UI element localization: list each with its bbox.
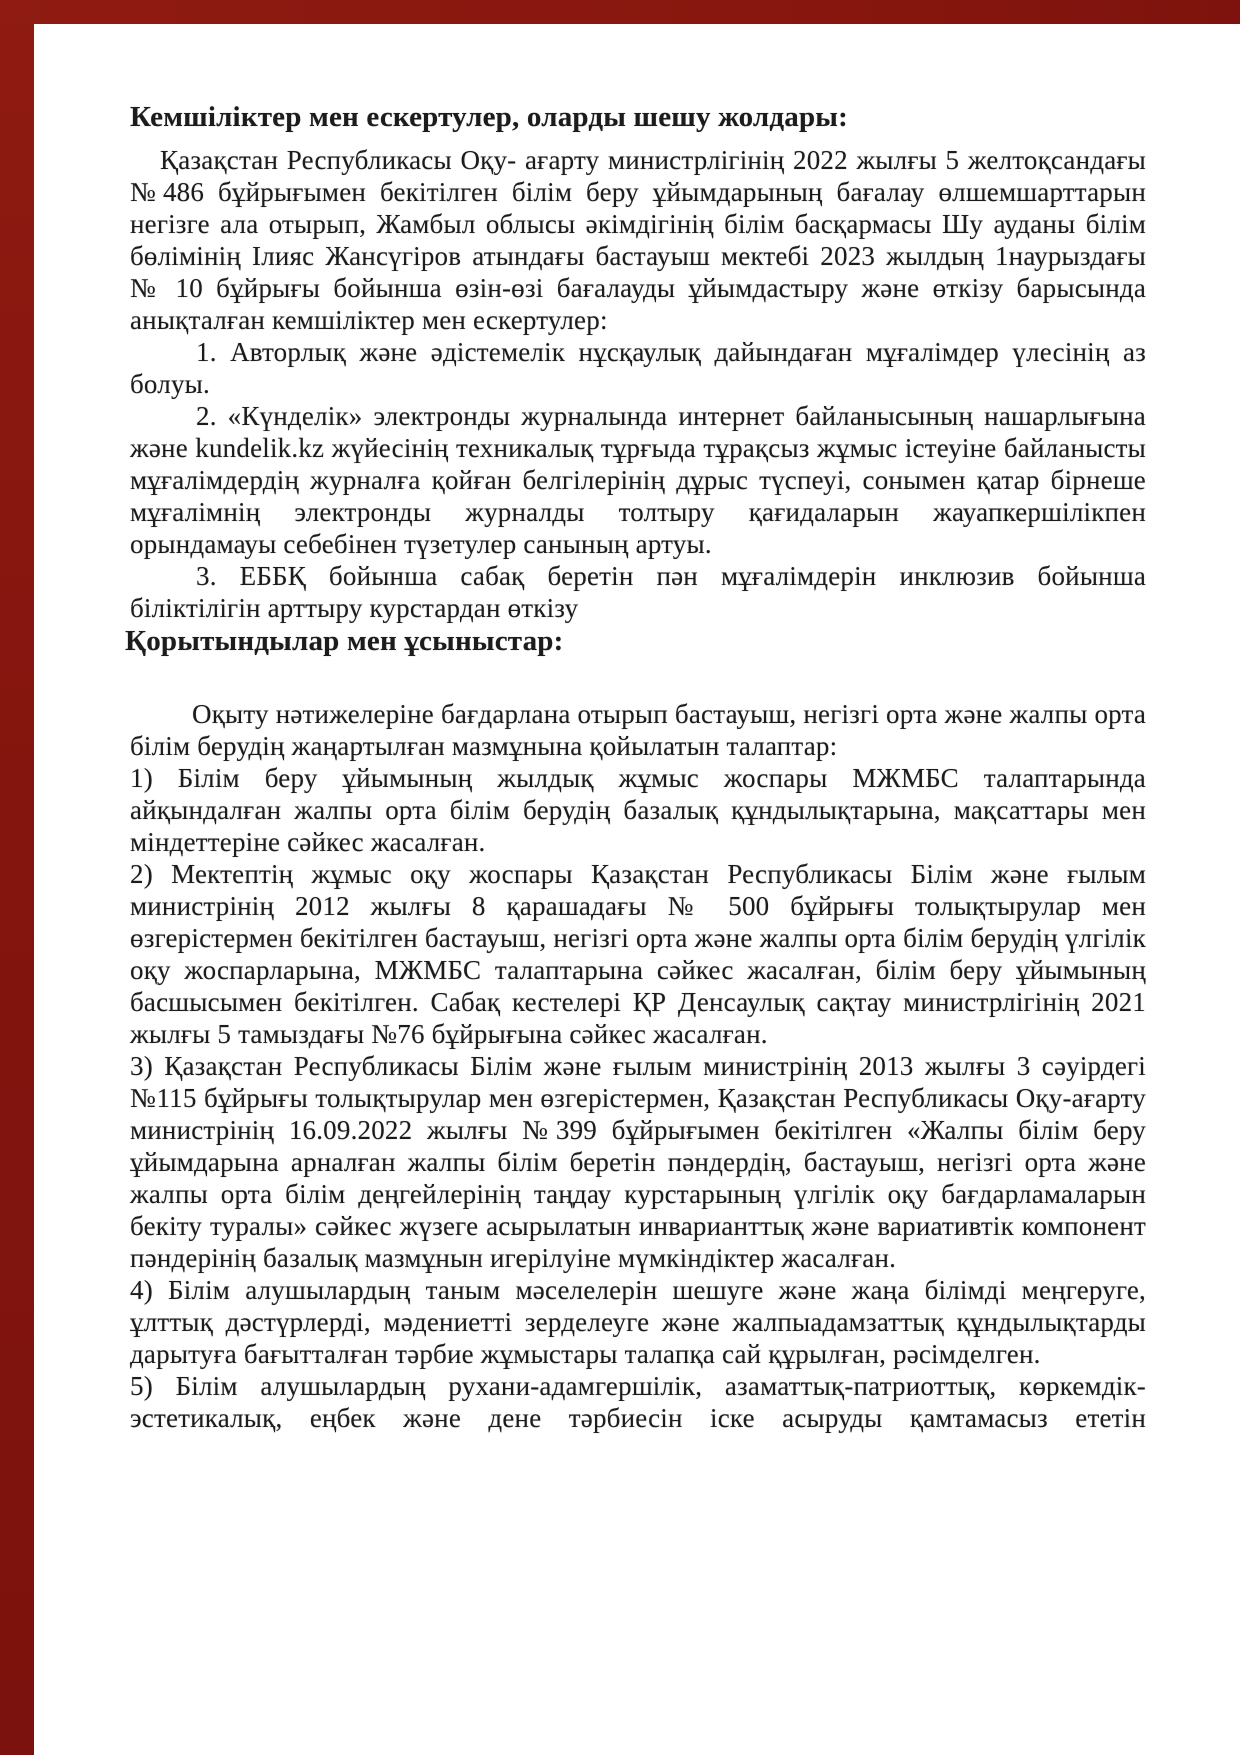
section1-heading: Кемшіліктер мен ескертулер, оларды шешу жолдары: — [130, 101, 848, 133]
section2-item-5: 5) Білім алушылардың рухани-адамгершілік, азаматтық-патриоттық, көркемдік-эстетикалық, еңбек және дене тәрбиесін іске асыруды қамтамасыз ететін — [130, 1371, 1146, 1433]
section1-item-2: 2. «Күнделік» электронды журналында интернет байланысының нашарлығына және kundelik.kz жүйесінің техникалық тұрғыда тұрақсыз жұмыс істеуіне байланысты мұғалімдердің журналға қойған белгілерінің дұрыс түспеуі, сонымен қатар бірнеше мұғалімнің электронды журналды толтыру қағидаларын жауапкершілікпен орындамауы себебінен түзетулер санының артуы. — [130, 401, 1146, 559]
section2-item-4: 4) Білім алушылардың таным мәселелерін шешуге және жаңа білімді меңгеруге, ұлттық дәстүрлерді, мәдениетті зерделеуге және жалпыадамзаттық құндылықтарды дарытуға бағытталған тәрбие жұмыстары талапқа сай құрылған, рәсімделген. — [130, 1275, 1146, 1369]
section1-item-3: 3. ЕББҚ бойынша сабақ беретін пән мұғалімдерін инклюзив бойынша біліктілігін арттыру курстардан өткізу — [130, 561, 1146, 623]
section2-item-1: 1) Білім беру ұйымының жылдық жұмыс жоспары МЖМБС талаптарында айқындалған жалпы орта білім берудің базалық құндылықтарына, мақсаттары мен міндеттеріне сәйкес жасалған. — [130, 763, 1146, 857]
document-content — [125, 100, 1146, 1434]
scan-edge-top — [0, 0, 1240, 24]
section2-heading: Қорытындылар мен ұсыныстар: — [125, 625, 564, 657]
scan-edge-left — [0, 0, 34, 1755]
section2-intro-paragraph: Оқыту нәтижелеріне бағдарлана отырып бастауыш, негізгі орта және жалпы орта білім берудің жаңартылған мазмұнына қойылатын талаптар: — [130, 699, 1146, 761]
section2-item-3: 3) Қазақстан Республикасы Білім және ғылым министрінің 2013 жылғы 3 сәуірдегі №115 бұйрығы толықтырулар мен өзгерістермен, Қазақстан Республикасы Оқу-ағарту министрінің 16.09.2022 жылғы №399 бұйрығымен бекітілген «Жалпы білім беру ұйымдарына арналған жалпы білім беретін пәндердің, бастауыш, негізгі орта және жалпы орта білім деңгейлерінің таңдау курстарының үлгілік оқу бағдарламаларын бекіту туралы» сәйкес жүзеге асырылатын инварианттық және вариативтік компонент пәндерінің базалық мазмұнын игерілуіне мүмкіндіктер жасалған. — [130, 1051, 1146, 1273]
section1-intro-paragraph: Қазақстан Республикасы Оқу- ағарту министрлігінің 2022 жылғы 5 желтоқсандағы №486 бұйрығымен бекітілген білім беру ұйымдарының бағалау өлшемшарттарын негізге ала отырып, Жамбыл облысы әкімдігінің білім басқармасы Шу ауданы білім бөлімінің Ілияс Жансүгіров атындағы бастауыш мектебі 2023 жылдың 1наурыздағы № 10 бұйрығы бойынша өзін-өзі бағалауды ұйымдастыру және өткізу барысында анықталған кемшіліктер мен ескертулер: — [130, 145, 1146, 335]
section2-item-2: 2) Мектептің жұмыс оқу жоспары Қазақстан Республикасы Білім және ғылым министрінің 2012 жылғы 8 қарашадағы № 500 бұйрығы толықтырулар мен өзгерістермен бекітілген бастауыш, негізгі орта және жалпы орта білім берудің үлгілік оқу жоспарларына, МЖМБС талаптарына сәйкес жасалған, білім беру ұйымының басшысымен бекітілген. Сабақ кестелері ҚР Денсаулық сақтау министрлігінің 2021 жылғы 5 тамыздағы №76 бұйрығына сәйкес жасалған. — [130, 859, 1146, 1049]
section1-item-1: 1. Авторлық және әдістемелік нұсқаулық дайындаған мұғалімдер үлесінің аз болуы. — [130, 337, 1146, 399]
